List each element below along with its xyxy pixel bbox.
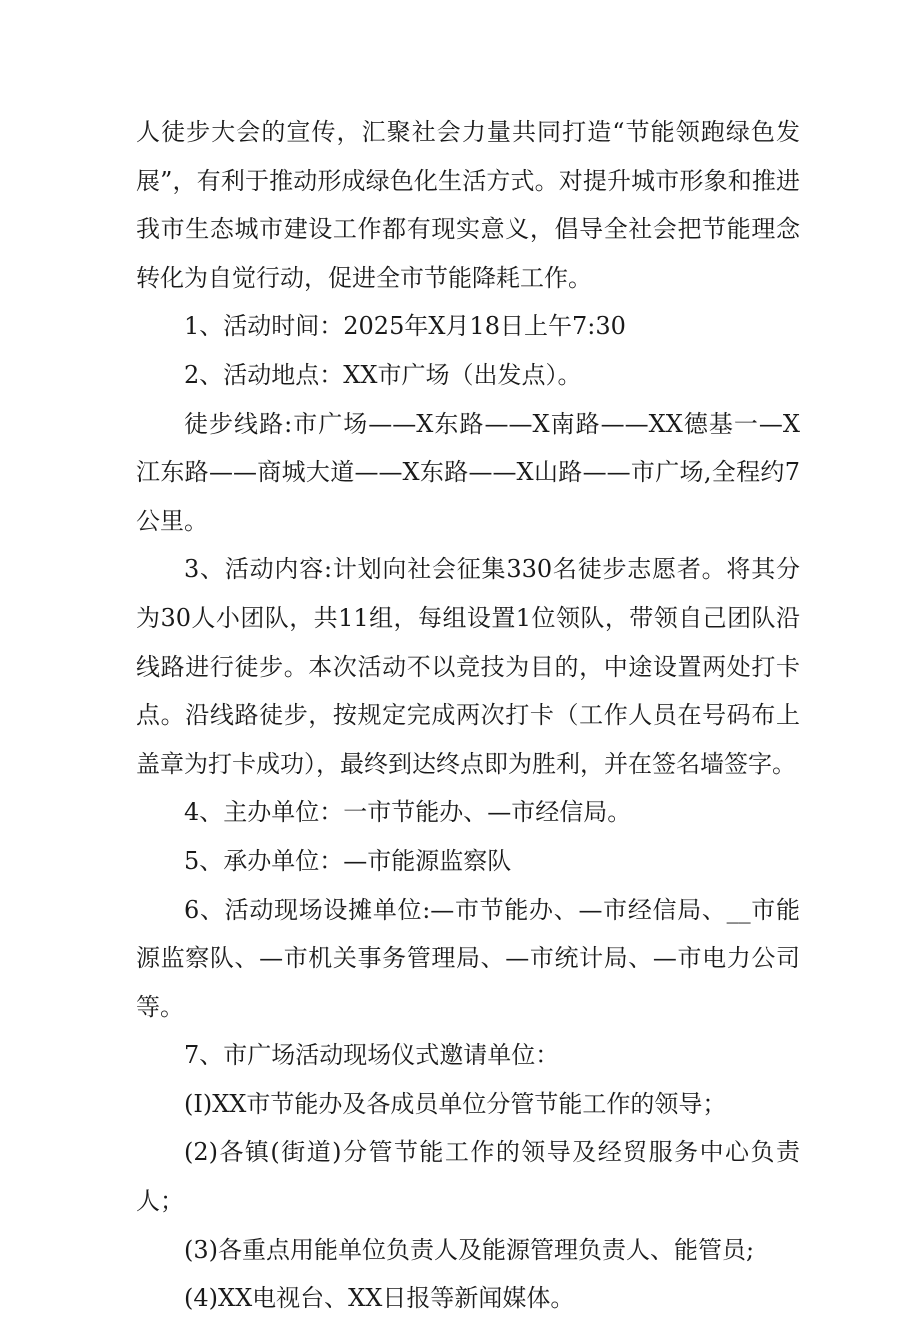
- document-body: [136, 108, 800, 1323]
- paragraph-activity-location: 2、活动地点：XX市广场（出发点）。: [184, 360, 582, 389]
- paragraph-co-organizer: 5、承办单位：—市能源监察队: [184, 846, 512, 875]
- paragraph-activity-time: 1、活动时间：2025年X月18日上午7:30: [184, 312, 626, 341]
- list-item-invited-1: (I)XX市节能办及各成员单位分管节能工作的领导；: [184, 1089, 727, 1118]
- paragraph-activity-content: 3、活动内容:计划向社会征集330名徒步志愿者。将其分为30人小团队，共11组，每组设置1位领队，带领自己团队沿线路进行徒步。本次活动不以竞技为目的，中途设置两处打卡点。沿线路徒步，按规定完成两次打卡（工作人员在号码布上盖章为打卡成功），最终到达终点即为胜利，并在签名墙签字。: [136, 555, 800, 778]
- paragraph-intro: 人徒步大会的宣传，汇聚社会力量共同打造“节能领跑绿色发展”，有利于推动形成绿色化生活方式。对提升城市形象和推进我市生态城市建设工作都有现实意义，倡导全社会把节能理念转化为自觉行动，促进全市节能降耗工作。: [136, 118, 800, 292]
- list-item-invited-4: (4)XX电视台、XX日报等新闻媒体。: [184, 1284, 575, 1313]
- list-item-invited-3: (3)各重点用能单位负责人及能源管理负责人、能管员;: [184, 1235, 755, 1264]
- list-item-invited-2: (2)各镇(街道)分管节能工作的领导及经贸服务中心负责人；: [136, 1138, 800, 1216]
- paragraph-organizer: 4、主办单位：一市节能办、—市经信局。: [184, 798, 632, 827]
- paragraph-walking-route: 徒步线路:市广场——X东路——X南路——XX德基一—X江东路——商城大道——X东路——X山路——市广场,全程约7公里。: [136, 409, 800, 535]
- paragraph-invited-units: 7、市广场活动现场仪式邀请单位：: [184, 1041, 560, 1070]
- paragraph-booth-units: 6、活动现场设摊单位:—市节能办、—市经信局、__市能源监察队、—市机关事务管理局、—市统计局、—市电力公司等。: [136, 895, 800, 1021]
